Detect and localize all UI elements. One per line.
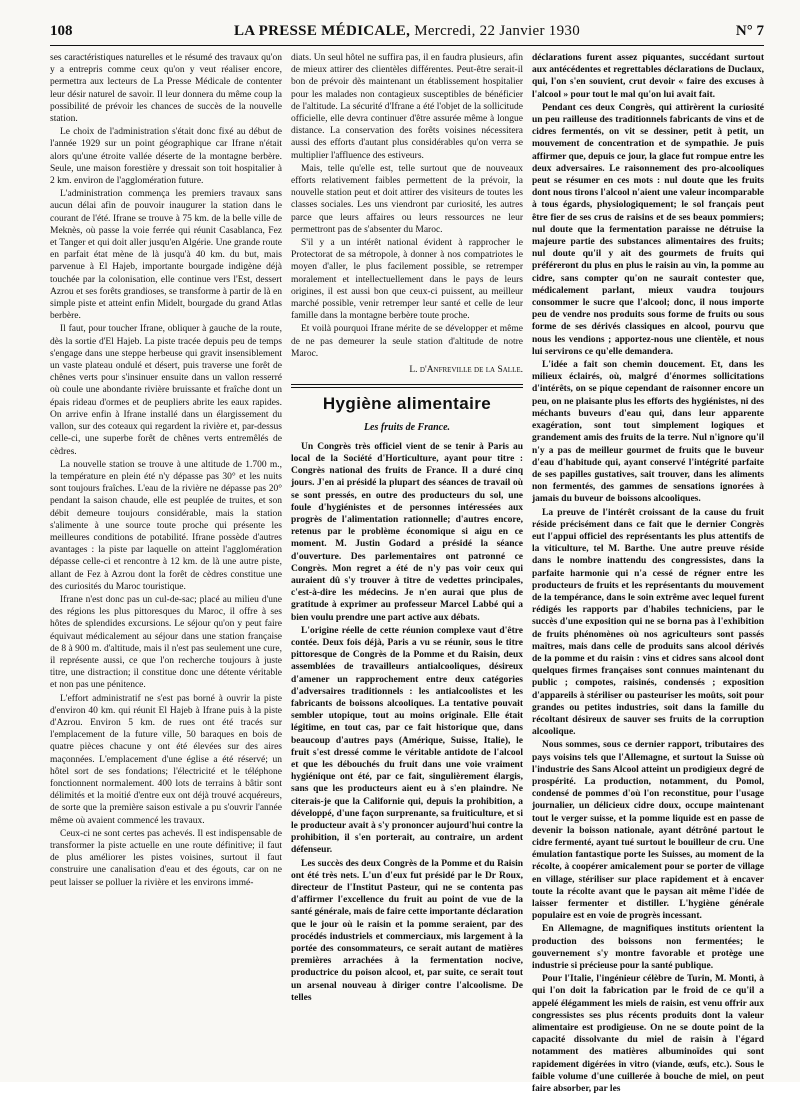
paragraph: Ifrane n'est donc pas un cul-de-sac; placé au milieu d'une des régions les plus pittoresques du Maroc, il offre à ses hôtes de splendides excursions. Le séjour qu'on y peut faire équivaut médicalement au séjour dans une station française de 8 à 900 m. d'altitude, mais il n'est pas seulement une cure, il représente aussi, ce que l'on recherche toujours à juste titre, une distraction; il constitue donc une détente véritable et non pas une pénitence. bbox=[50, 594, 282, 691]
paragraph: Nous sommes, sous ce dernier rapport, tributaires des pays voisins tels que l'Allemagne, et surtout la Suisse où l'industrie des Sans Alcool atteint un prodigieux degré de prospérité. La production, notamment, du Pomol, condensé de pommes d'où l'on reconstitue, pour l'usage journalier, un délicieux cidre doux, occupe maintenant tout le verger suisse, et la pomme liquide est en passe de devenir la boisson nationale, ayant détrôné partout le cidre fermenté, ayant tué surtout le bouilleur de cru. Une émulation fantastique porte les Suisses, au moment de la récolte, à coopérer amicalement pour se porter de village en village, stériliser sur place rapidement et à encaver toute la récolte avant que le paysan ait même l'idée de laisser fermenter et distiller. L'hygiène générale populaire est en voie de progrès incessant. bbox=[532, 740, 764, 922]
paragraph: La nouvelle station se trouve à une altitude de 1.700 m., la température en plein été n'y dépasse pas 30° et les nuits sont toujours fraîches. L'eau de la rivière ne dépasse pas 20° pendant la saison chaude, elle est peuplée de truites, et son débit demeure toujours considérable, mais la station s'alimente à une source toute proche qui présente les meilleures conditions de potabilité. Ifrane possède d'autres avantages : la piste par laquelle on atteint l'agglomération dépasse celle-ci et rencontre à 12 km. de là une autre piste, allant de Fez à Azrou dont la forêt de cèdres constitue une des curiosités du Maroc touristique. bbox=[50, 459, 282, 592]
paragraph: Un Congrès très officiel vient de se tenir à Paris au local de la Société d'Horticulture, ayant pour titre : Congrès national des fruits de France. Il a duré cinq jours. J'en ai présidé la plupart des séances de travail où se sont pressés, en outre des producteurs du sol, une foule d'hygiénistes et de personnes intéressées aux progrès de l'alimentation rationnelle; d'autres encore, retenus par le problème économique si aigu en ce moment. M. Justin Godard a présidé la séance d'ouverture. Des parlementaires ont patronné ce Congrès. Mon regret a été de n'y pas voir ceux qui auraient dû s'y trouver à titre de vedettes principales, c'est-à-dire les médecins. Je n'en aurai que plus de gratitude à exprimer au professeur Marcel Labbé qui a bien voulu prendre une part active aux débats. bbox=[291, 441, 523, 623]
paragraph: La preuve de l'intérêt croissant de la cause du fruit réside précisément dans ce fait que le dernier Congrès eut l'appui officiel des représentants les plus attentifs de la viticulture, tel M. Barthe. Une autre preuve réside dans le nombre inattendu des congressistes, dans la parfaite harmonie qui n'a cessé de régner entre les producteurs de fruits et les représentants du mouvement de la tempérance, dans le soin extrême avec lequel furent rédigés les rapports par d'habiles techniciens, par le succès d'une exposition qui ne se borna pas à l'exhibition de fruits phénomènes où nos agriculteurs sont passés maîtres, mais dans celle de produits sans alcool dérivés de la pomme et du raisin : vins et cidres sans alcool dont quelques firmes françaises sont connues maintenant du public ; compotes, raisinés, condensés ; exposition d'appareils à stériliser ou pasteuriser les moûts, soit pour grandes ou petites industries, soit dans la famille du récoltant désireux de sauver ses fruits de la corruption alcoolique. bbox=[532, 507, 764, 738]
paragraph: Et voilà pourquoi Ifrane mérite de se développer et même de ne pas demeurer la seule station d'altitude de notre Maroc. bbox=[291, 324, 523, 359]
column-left bbox=[50, 52, 282, 1074]
paragraph: Les succès des deux Congrès de la Pomme et du Raisin ont été très nets. L'un d'eux fut présidé par le Dr Roux, directeur de l'Institut Pasteur, qui ne se contenta pas d'affirmer l'excellence du fruit au point de vue de la santé générale, mais de faire cette importante déclaration que le jour où le raisin et la pomme seraient, par des procédés industriels et commerciaux, mis largement à la portée des consommateurs, ce serait autant de matières premières arrachées à la fermentation nocive, productrice du poison alcool, et, par suite, ce serait tout un arsenal nouveau à diriger contre l'alcoolisme. De telles bbox=[291, 858, 523, 1003]
running-title bbox=[50, 20, 764, 42]
article-subtitle: Les fruits de France. bbox=[363, 422, 451, 434]
paragraph: ses caractéristiques naturelles et le résumé des travaux qu'on y a entrepris comme ceux qu'on y veut réaliser encore, permettra aux lecteurs de La Presse Médicale de contenter leur désir naturel de savoir. Il leur donnera du même coup la possibilité de prévoir les chances de succès de la nouvelle station. bbox=[50, 53, 282, 125]
article-signature: L. d'Anfreville de la Salle. bbox=[409, 365, 523, 376]
paragraph: L'idée a fait son chemin doucement. Et, dans les milieux éclairés, où, malgré d'énormes sollicitations d'intérêts, on se pique cependant de raisonner encore un peu, on ne plaisante plus les efforts des hygiénistes, ni des méchants buveurs d'eau qui, dans leur apparente exagération, sont tout simplement logiques et grandement amis des fruits de la terre. Nul n'ignore qu'il n'y a pas de meilleur gourmet de fruits que le buveur d'eau d'habitude qui, ayant conservé l'intégrité parfaite de ses papilles gustatives, sait trouver, dans les aliments non fermentés, des gammes de sensations ignorées à jamais du buveur de boissons alcooliques. bbox=[532, 360, 764, 505]
journal-name: LA PRESSE MÉDICALE, bbox=[233, 23, 411, 39]
paragraph: L'administration commença les premiers travaux sans aucun délai afin de pouvoir inaugurer la station dans le courant de l'été. Ifrane se trouve à 75 km. de la belle ville de Meknès, où passe la voie ferrée qui réunit Casablanca, Fez et Tanger et qui doit aller jusqu'en Algérie. Une grande route en parfait état mène de là jusqu'à 40 km. du but, mais parvenue à El Hajeb, importante bourgade indigène déjà touchée par la colonisation, elle continue vers l'Est, dessert Azrou et ses forêts grandioses, se transforme à partir de là en simple piste et atteint enfin Midelt, bourgade du grand Atlas berbère. bbox=[50, 189, 282, 322]
header-rule bbox=[50, 45, 764, 46]
section-divider bbox=[291, 384, 523, 388]
paragraph: En Allemagne, de magnifiques instituts orientent la production des boissons non fermentées; le gouvernement s'y montre favorable et protège une industrie si précieuse pour la santé publique. bbox=[532, 924, 764, 972]
column-right bbox=[532, 52, 764, 1095]
paragraph: Il faut, pour toucher Ifrane, obliquer à gauche de la route, dès la sortie d'El Hajeb. La piste tracée depuis peu de temps s'engage dans une steppe herbeuse qui gravit insensiblement un vaste plateau ondulé et désert, puis traverse une forêt de chênes verts pour s'insinuer ensuite dans un vallon resserré où coule une abondante rivière bruissante et fraîche dont un épais rideau d'ormes et de peupliers abrite les eaux rapides. On arrive enfin à Ifrane installé dans un élargissement du vallon, sur des coteaux qui regardent la rivière et, par-dessus celle-ci, une superbe forêt de chênes verts entremêlés de cèdres. bbox=[50, 324, 282, 457]
paragraph: Ceux-ci ne sont certes pas achevés. Il est indispensable de transformer la piste actuelle en une route définitive; il faut de plus améliorer les pistes voisines, surtout il faut construire une canalisation d'eau et des égouts, car on ne peut laisser se polluer la rivière et les environs immé- bbox=[50, 828, 282, 888]
column-middle bbox=[291, 52, 523, 1074]
paragraph: S'il y a un intérêt national évident à rapprocher le Protectorat de sa métropole, à donner à nos compatriotes le moyen d'aller, le plus facilement possible, se retremper moralement et intellectuellement dans le pays de leurs origines, il est aussi bon que ceux-ci puissent, au meilleur marché possible, venir retremper leur santé et celle de leur famille dans la montagne berbère toute proche. bbox=[291, 238, 523, 322]
page-number: 108 bbox=[50, 23, 73, 39]
issue-number: N° 7 bbox=[735, 23, 764, 39]
section-title: Hygiène alimentaire bbox=[322, 394, 492, 414]
paragraph: L'effort administratif ne s'est pas borné à ouvrir la piste d'environ 40 km. qui réunit El Hajeb à Ifrane puis à la piste d'Azrou. Environ 5 km. de rues ont été tracés sur l'emplacement de la future ville, 50 baraques en bois de quatre pièces chacune y ont été élevées sur des aires maçonnées. L'emplacement d'une église a été réservé; un hôtel sort de ses fondations; l'électricité et le téléphone fonctionnent normalement. 400 lots de terrains à bâtir sont délimités et la moitié d'entre eux ont déjà trouvé acquéreurs, de sorte que la première saison estivale a pu s'ouvrir l'année même où avaient commencé les travaux. bbox=[50, 693, 282, 826]
paragraph: Mais, telle qu'elle est, telle surtout que de nouveaux efforts relativement faibles permettent de la prévoir, la nouvelle station peut et doit attirer des visiteurs de toutes les classes sociales. Les uns viendront par curiosité, les autres parce que leurs affaires ou leurs ressources ne leur permettront pas de s'absenter du Maroc. bbox=[291, 163, 523, 235]
paragraph: diats. Un seul hôtel ne suffira pas, il en faudra plusieurs, afin de mieux attirer des clientèles différentes. Peut-être serait-il bon de prévoir dès maintenant un établissement hospitalier pour les malades non contagieux susceptibles de bénéficier de l'altitude. La sécurité d'Ifrane a été l'objet de la sollicitude officielle, elle devra continuer d'être assurée même à longue distance. La conservation des forêts voisines nécessitera aussi des efforts d'autant plus considérables qu'on verra se multiplier l'affluence des estiveurs. bbox=[291, 53, 523, 161]
paragraph: déclarations furent assez piquantes, succédant surtout aux antécédentes et regrettables déclarations de Duclaux, qui, l'on s'en souvient, crut devoir « faire des excuses à l'alcool » pour tout le mal qu'on lui avait fait. bbox=[532, 53, 764, 100]
paragraph: Pendant ces deux Congrès, qui attirèrent la curiosité un peu railleuse des traditionnels fabricants de vins et de cidres fermentés, on vit se dessiner, petit à petit, un mouvement de concentration et de sympathie. Je puis affirmer que, depuis ce jour, la glace fut rompue entre les deux adversaires. Le raisonnement des pro-alcooliques peut se résumer en ces mots : nul doute que les fruits dont nous tirons l'alcool n'aient une valeur incomparable à tous égards, physiologiquement; le sol français peut être fier de ses crus de raisins et de ses beaux pommiers; nul doute que la fermentation paraisse ne détruise la majeure partie des substances alimentaires des fruits; nul doute qu'il y ait des gourmets de fruits qui préféreront du plus en plus le raisin au vin, la pomme au cidre, sans compter qu'on ne saurait contester que, médicalement parlant, mieux vaudra toujours consommer le sucre que l'alcool; donc, il nous importe peu de vendre nos produits sous forme de fruits ou sous forme de ses dérivés classiques en alcool, pourvu que nous les vendions ; apportez-nous une clientèle, et nous lui servirons ce qu'elle demandera. bbox=[532, 102, 764, 357]
paragraph: Pour l'Italie, l'ingénieur célèbre de Turin, M. Monti, à qui l'on doit la fabrication par le froid de ce qu'il a appelé élégamment les miels de raisin, est venu offrir aux congressistes ses plus récents produits dont la valeur alimentaire est prodigieuse. On ne se doute point de la capacité dissolvante du miel de raisin à l'égard notamment des matières albuminoïdes qui sont rapidement digérées in vitro (viande, œufs, etc.). Sous le faible volume d'une cuillerée à bouche de miel, on peut faire absorber, par les bbox=[532, 974, 764, 1095]
paragraph: L'origine réelle de cette réunion complexe vaut d'être contée. Deux fois déjà, Paris a vu se réunir, sous le titre pittoresque de Congrès de la Pomme et du Raisin, deux assemblées de travailleurs antialcooliques, désireux d'amener un rapprochement entre deux catégories d'adversaires traditionnels : les antialcoolistes et les fabricants de boissons alcooliques. La tentative pouvait sembler utopique, tout au moins originale. Elle était légitime, en tout cas, par ce fait historique que, dans beaucoup d'autres pays (Amérique, Suisse, Italie), le fruit s'est dressé comme le véritable antidote de l'alcool et que les débouchés du fruit dans une voie vraiment hygiénique ont été, par ce fait, singulièrement élargis, sans que les producteurs aient eu à s'en plaindre. Ne citerais-je que la Californie qui, depuis la prohibition, a développé, d'une façon surprenante, sa fruiticulture, et si le producteur avait à s'y prononcer aujourd'hui contre la prohibition, il s'en porterait, au contraire, un ardent défenseur. bbox=[291, 625, 523, 856]
article-body-bold bbox=[291, 441, 523, 1004]
running-header bbox=[50, 20, 764, 42]
issue-date: Mercredi, 22 Janvier 1930 bbox=[410, 23, 580, 39]
paragraph: Le choix de l'administration s'était donc fixé au début de l'année 1929 sur un point géographique car Ifrane n'était alors qu'une étroite vallée déserte de la montagne berbère. Seule, une maison forestière y dressait son toit hospitalier à 2 km. environ de l'agglomération future. bbox=[50, 127, 282, 187]
